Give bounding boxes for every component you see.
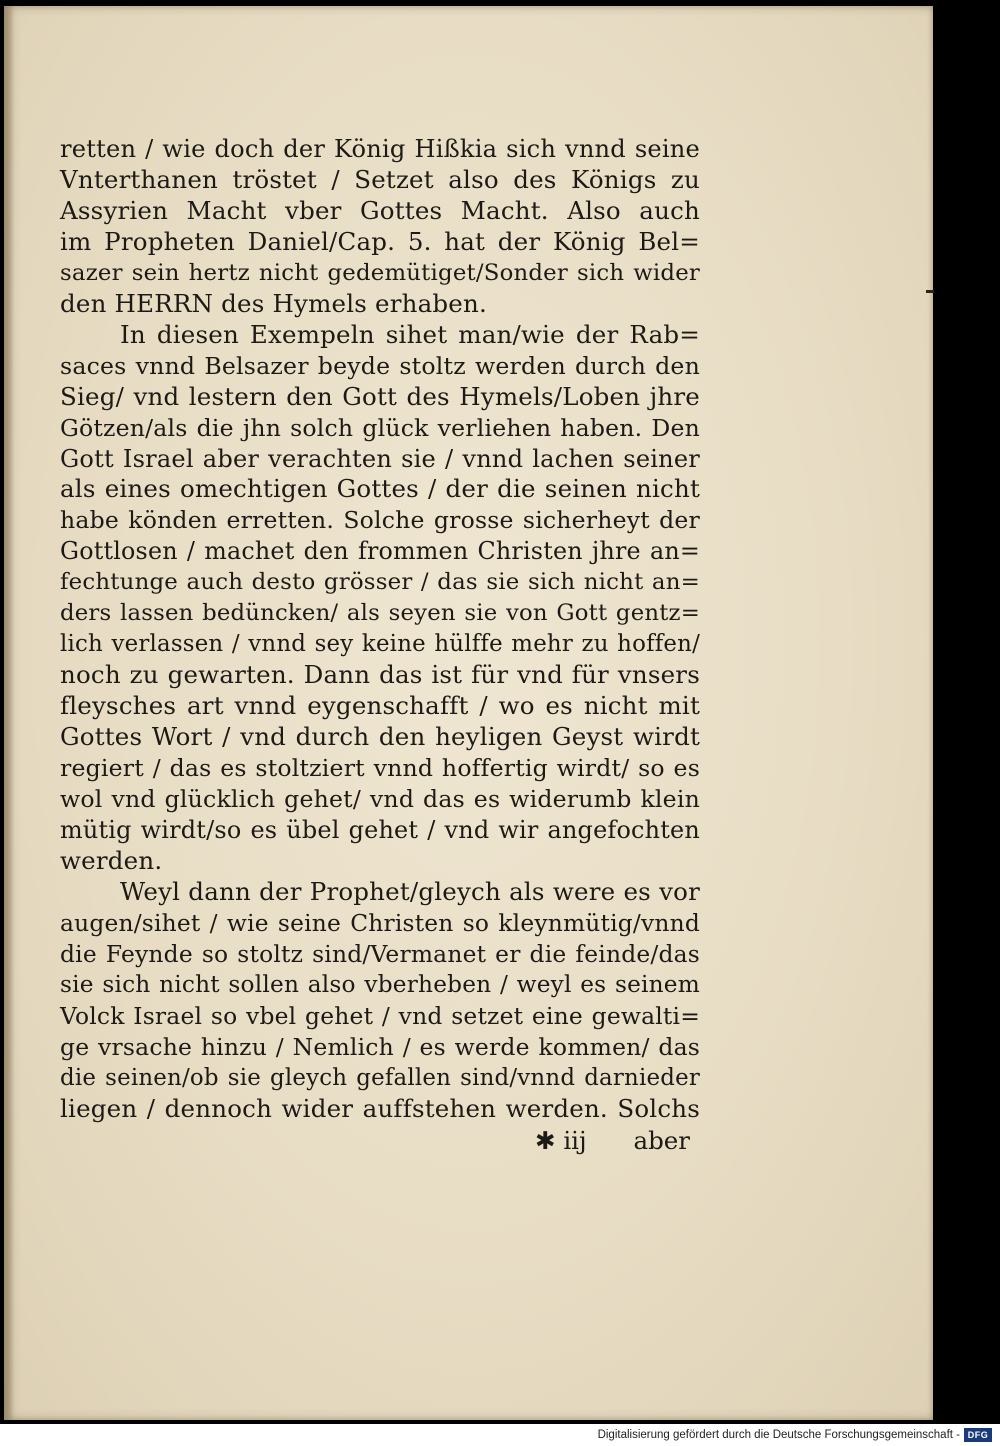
text-line: Gott Israel aber verachten sie / vnnd lachen seiner xyxy=(60,444,700,473)
text-line: Vnterthanen tröstet / Setzet also des Königs zu xyxy=(60,164,700,194)
text-line: In diesen Exempeln sihet man/wie der Rab= xyxy=(120,319,700,349)
text-line: lich verlassen / vnnd sey keine hülffe mehr zu hoffen/ xyxy=(60,631,700,658)
text-line: Sieg/ vnd lestern den Gott des Hymels/Loben jhre xyxy=(60,381,700,411)
dfg-logo: DFG xyxy=(964,1428,992,1442)
text-line: sazer sein hertz nicht gedemütiget/Sonder sich wider xyxy=(60,259,700,286)
text-line: Götzen/als die jhn solch glück verliehen haben. Den xyxy=(60,413,700,442)
text-line: werden. xyxy=(60,845,163,875)
text-line: Weyl dann der Prophet/gleych als were es vor xyxy=(120,876,700,906)
margin-mark xyxy=(926,290,934,293)
text-line: als eines omechtigen Gottes / der die seinen nicht xyxy=(60,474,700,504)
text-line: liegen / dennoch wider auffstehen werden. Solchs xyxy=(60,1093,700,1123)
text-line: habe könden erretten. Solche grosse sicherheyt der xyxy=(60,506,700,535)
text-line: ders lassen bedüncken/ als seyen sie von Gott gentz= xyxy=(60,600,700,627)
text-line: Gottes Wort / vnd durch den heyligen Geyst wirdt xyxy=(60,722,700,752)
catchword: aber xyxy=(633,1126,690,1155)
text-line: den HERRN des Hymels erhaben. xyxy=(60,288,487,318)
text-line: fleysches art vnnd eygenschafft / wo es nicht mit xyxy=(60,691,700,721)
text-line: ge vrsache hinzu / Nemlich / es werde kommen/ das xyxy=(60,1032,700,1061)
body-text xyxy=(60,134,700,1125)
footer-bar xyxy=(0,1424,1000,1446)
text-line: regiert / das es stoltziert vnnd hoffertig wirdt/ so es xyxy=(60,754,700,783)
page-foot-line xyxy=(60,1126,690,1158)
text-line: Gottlosen / machet den frommen Christen jhre an= xyxy=(60,537,700,566)
text-line: mütig wirdt/so es übel gehet / vnd wir angefochten xyxy=(60,815,700,844)
text-line: fechtunge auch desto grösser / das sie sich nicht an= xyxy=(60,569,700,596)
text-line: die seinen/ob sie gleych gefallen sind/vnnd darnieder xyxy=(60,1064,700,1091)
signature-mark: ✱ iij xyxy=(535,1126,587,1155)
text-line: Assyrien Macht vber Gottes Macht. Also auch xyxy=(60,195,700,225)
text-line: saces vnnd Belsazer beyde stoltz werden durch den xyxy=(60,351,700,380)
text-line: retten / wie doch der König Hißkia sich vnnd seine xyxy=(60,135,700,163)
text-line: Volck Israel so vbel gehet / vnd setzet eine gewalti= xyxy=(60,1001,700,1030)
text-line: sie sich nicht sollen also vberheben / weyl es seinem xyxy=(60,970,700,998)
page-gutter-shadow xyxy=(4,6,14,1420)
text-line: augen/sihet / wie seine Christen so kleynmütig/vnnd xyxy=(60,908,700,937)
text-line: wol vnd glücklich gehet/ vnd das es widerumb klein xyxy=(60,785,700,814)
funding-credit: Digitalisierung gefördert durch die Deutsche Forschungsgemeinschaft - xyxy=(597,1429,960,1441)
text-line: im Propheten Daniel/Cap. 5. hat der König Bel= xyxy=(60,226,700,256)
text-line: die Feynde so stoltz sind/Vermanet er die feinde/das xyxy=(60,939,700,968)
text-line: noch zu gewarten. Dann das ist für vnd für vnsers xyxy=(60,660,700,690)
